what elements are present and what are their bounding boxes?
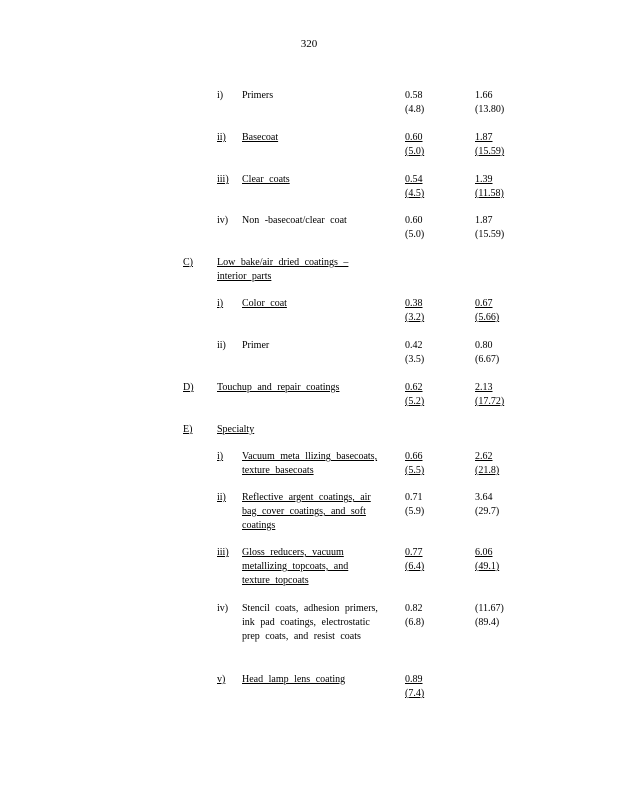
item-marker: i) bbox=[217, 298, 224, 309]
value-col2-paren: (11.58) bbox=[475, 188, 504, 199]
value-col1: 0.66 bbox=[405, 451, 423, 462]
item-marker: ii) bbox=[217, 492, 226, 503]
item-marker: C) bbox=[183, 257, 193, 268]
value-col1: 0.54 bbox=[405, 174, 423, 185]
value-col2: (11.67) bbox=[475, 603, 504, 614]
value-col2: 1.87 bbox=[475, 215, 493, 226]
item-label: Primers bbox=[242, 90, 274, 101]
value-col2-paren: (15.59) bbox=[475, 229, 505, 240]
item-label: Non -basecoat/clear coat bbox=[242, 215, 347, 226]
value-col1: 0.89 bbox=[405, 674, 423, 685]
value-col1-paren: (5.0) bbox=[405, 146, 425, 157]
value-col1-paren: (6.4) bbox=[405, 561, 425, 572]
value-col2: 2.62 bbox=[475, 451, 493, 462]
item-marker: ii) bbox=[217, 132, 226, 143]
value-col1-paren: (7.4) bbox=[405, 688, 425, 699]
value-col1-paren: (5.2) bbox=[405, 396, 425, 407]
item-label: Primer bbox=[242, 340, 270, 351]
value-col2: 1.39 bbox=[475, 174, 493, 185]
value-col1-paren: (5.9) bbox=[405, 506, 425, 517]
value-col1-paren: (5.0) bbox=[405, 229, 425, 240]
value-col2-paren: (15.59) bbox=[475, 146, 505, 157]
item-label: Touchup and repair coatings bbox=[217, 382, 340, 393]
item-label: Reflective argent coatings, air bag cover coatings, and soft coatings bbox=[242, 492, 371, 531]
item-label: Color coat bbox=[242, 298, 287, 309]
value-col2-paren: (17.72) bbox=[475, 396, 505, 407]
value-col1: 0.58 bbox=[405, 90, 423, 101]
value-col1: 0.62 bbox=[405, 382, 423, 393]
item-marker: iv) bbox=[217, 603, 229, 614]
value-col1-paren: (5.5) bbox=[405, 465, 425, 476]
value-col2-paren: (6.67) bbox=[475, 354, 500, 365]
value-col1: 0.42 bbox=[405, 340, 423, 351]
value-col2: 0.80 bbox=[475, 340, 493, 351]
value-col1-paren: (6.8) bbox=[405, 617, 425, 628]
item-marker: v) bbox=[217, 674, 226, 685]
item-label: Gloss reducers, vacuum metallizing topcoats, and texture topcoats bbox=[242, 547, 349, 586]
item-marker: iii) bbox=[217, 547, 229, 558]
value-col2-paren: (13.80) bbox=[475, 104, 505, 115]
item-marker: E) bbox=[183, 424, 193, 435]
value-col1: 0.60 bbox=[405, 132, 423, 143]
item-label: Low bake/air dried coatings – interior parts bbox=[217, 257, 349, 282]
item-label: Stencil coats, adhesion primers, ink pad coatings, electrostatic prep coats, and resist coats bbox=[242, 603, 378, 642]
item-marker: i) bbox=[217, 451, 224, 462]
item-marker: D) bbox=[183, 382, 194, 393]
value-col1-paren: (3.5) bbox=[405, 354, 425, 365]
value-col2-paren: (5.66) bbox=[475, 312, 500, 323]
item-label: Vacuum meta llizing basecoats, texture basecoats bbox=[242, 451, 378, 476]
item-marker: iii) bbox=[217, 174, 229, 185]
value-col1: 0.71 bbox=[405, 492, 423, 503]
value-col2-paren: (49.1) bbox=[475, 561, 500, 572]
value-col1-paren: (4.8) bbox=[405, 104, 425, 115]
item-marker: iv) bbox=[217, 215, 229, 226]
value-col2-paren: (29.7) bbox=[475, 506, 500, 517]
value-col2: 6.06 bbox=[475, 547, 493, 558]
value-col1-paren: (3.2) bbox=[405, 312, 425, 323]
value-col2: 1.66 bbox=[475, 90, 493, 101]
item-marker: ii) bbox=[217, 340, 226, 351]
value-col2: 2.13 bbox=[475, 382, 493, 393]
value-col2: 3.64 bbox=[475, 492, 493, 503]
value-col2-paren: (89.4) bbox=[475, 617, 500, 628]
value-col2: 1.87 bbox=[475, 132, 493, 143]
value-col1: 0.82 bbox=[405, 603, 423, 614]
value-col2: 0.67 bbox=[475, 298, 493, 309]
item-label: Head lamp lens coating bbox=[242, 674, 346, 685]
value-col1: 0.77 bbox=[405, 547, 423, 558]
value-col1: 0.60 bbox=[405, 215, 423, 226]
item-marker: i) bbox=[217, 90, 224, 101]
value-col2-paren: (21.8) bbox=[475, 465, 500, 476]
value-col1: 0.38 bbox=[405, 298, 423, 309]
item-label: Specialty bbox=[217, 424, 255, 435]
item-label: Clear coats bbox=[242, 174, 290, 185]
page-number: 320 bbox=[300, 38, 318, 50]
value-col1-paren: (4.5) bbox=[405, 188, 425, 199]
item-label: Basecoat bbox=[242, 132, 279, 143]
